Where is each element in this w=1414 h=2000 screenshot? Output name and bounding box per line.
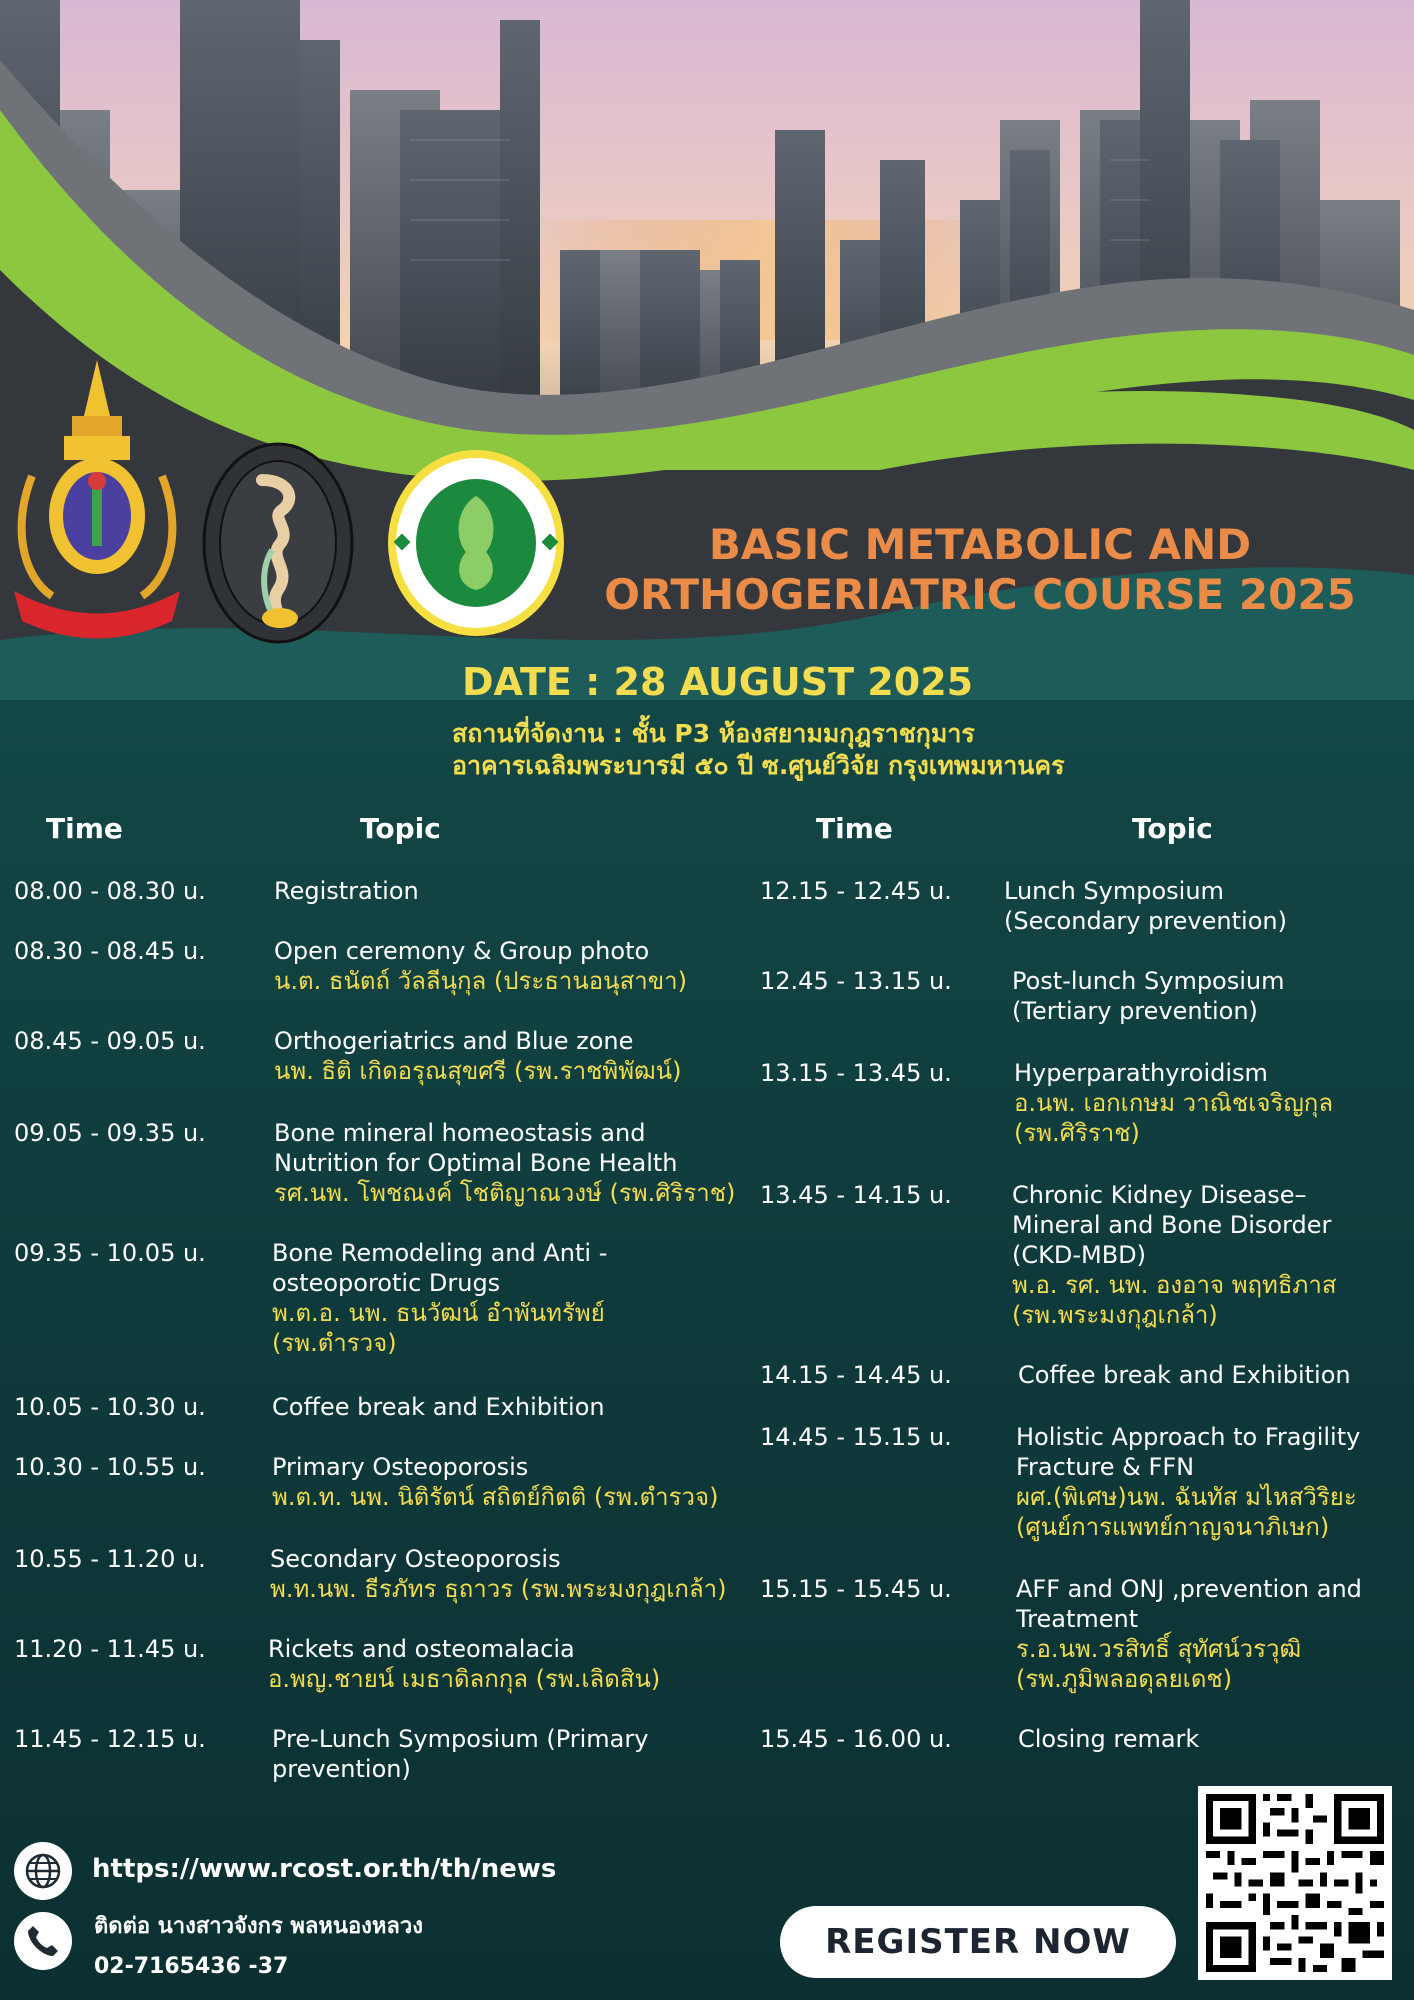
- session-title: Bone mineral homeostasis and Nutrition for Optimal Bone Health: [274, 1119, 678, 1177]
- session-speaker: พ.อ. รศ. นพ. องอาจ พฤทธิภาส (รพ.พระมงกุฎเกล้า): [1012, 1271, 1337, 1329]
- session-speaker: พ.ต.อ. นพ. ธนวัฒน์ อำพันทรัพย์ (รพ.ตำรวจ): [272, 1299, 605, 1357]
- emblem-icon: [12, 356, 182, 646]
- contact-phone[interactable]: 02-7165436 -37: [94, 1954, 289, 1979]
- session-topic: [1012, 1180, 1336, 1330]
- session-topic: [274, 936, 687, 996]
- session-time: 09.05 - 09.35 u.: [14, 1119, 206, 1147]
- spine-seal-icon: [200, 440, 356, 646]
- session-topic: [268, 1634, 660, 1694]
- hospital-seal-icon: [386, 448, 566, 638]
- session-topic: [1016, 1574, 1362, 1694]
- session-time: 15.45 - 16.00 u.: [760, 1725, 952, 1753]
- session-topic: [274, 1026, 682, 1086]
- session-title: Bone Remodeling and Anti - osteoporotic Drugs: [272, 1239, 608, 1297]
- phone-icon: [14, 1912, 72, 1970]
- qr-code-icon: [1206, 1794, 1384, 1972]
- session-time: 12.45 - 13.15 u.: [760, 967, 952, 995]
- session-topic: [1016, 1422, 1360, 1542]
- session-title: Open ceremony & Group photo: [274, 937, 650, 965]
- session-speaker: พ.ต.ท. นพ. นิติรัตน์ สถิตย์กิตติ (รพ.ตำรวจ): [272, 1483, 719, 1511]
- session-title: Holistic Approach to Fragility Fracture & FFN: [1016, 1423, 1361, 1481]
- left-topic-header: Topic: [360, 812, 441, 845]
- session-title: Pre-Lunch Symposium (Primary prevention): [272, 1725, 649, 1783]
- session-title: Chronic Kidney Disease– Mineral and Bone Disorder (CKD-MBD): [1012, 1181, 1332, 1269]
- session-topic: [1004, 876, 1287, 936]
- session-speaker: ผศ.(พิเศษ)นพ. ฉันทัส มไหสวิริยะ (ศูนย์การแพทย์กาญจนาภิเษก): [1016, 1483, 1357, 1541]
- session-title: Orthogeriatrics and Blue zone: [274, 1027, 634, 1055]
- contact-name: ติดต่อ นางสาวจังกร พลหนองหลวง: [94, 1914, 423, 1939]
- session-time: 11.45 - 12.15 u.: [14, 1725, 206, 1753]
- session-speaker: ร.อ.นพ.วรสิทธิ์ สุทัศน์วรวุฒิ (รพ.ภูมิพลอดุลยเดช): [1016, 1635, 1302, 1693]
- royal-college-emblem-logo: [12, 356, 182, 646]
- session-title: Hyperparathyroidism: [1014, 1059, 1268, 1087]
- session-topic: [274, 876, 419, 906]
- session-topic: [272, 1392, 605, 1422]
- qr-code[interactable]: [1198, 1786, 1392, 1980]
- venue-line1: สถานที่จัดงาน : ชั้น P3 ห้องสยามมกุฎราชกุมาร: [452, 719, 975, 748]
- session-topic: [272, 1724, 648, 1784]
- right-topic-header: Topic: [1132, 812, 1213, 845]
- course-title-line1: BASIC METABOLIC AND: [708, 520, 1252, 569]
- session-speaker: อ.พญ.ชายน์ เมธาดิลกกุล (รพ.เลิดสิน): [268, 1665, 661, 1693]
- session-topic: [1014, 1058, 1333, 1148]
- session-time: 08.30 - 08.45 u.: [14, 937, 206, 965]
- session-title: Coffee break and Exhibition: [272, 1393, 605, 1421]
- right-time-header: Time: [816, 812, 893, 845]
- globe-icon: [14, 1842, 72, 1900]
- session-title: Closing remark: [1018, 1725, 1200, 1753]
- session-title: Secondary Osteoporosis: [270, 1545, 561, 1573]
- website-link[interactable]: https://www.rcost.or.th/th/news: [92, 1854, 557, 1884]
- session-topic: [1018, 1724, 1199, 1754]
- session-speaker: พ.ท.นพ. ธีรภัทร ธุถาวร (รพ.พระมงกุฎเกล้า): [270, 1575, 727, 1603]
- venue-line2: อาคารเฉลิมพระบารมี ๕๐ ปี ซ.ศูนย์วิจัย กรุงเทพมหานคร: [452, 751, 1065, 780]
- session-topic: [274, 1118, 735, 1208]
- event-date: DATE : 28 AUGUST 2025: [462, 660, 974, 704]
- session-speaker: นพ. ธิติ เกิดอรุณสุขศรี (รพ.ราชพิพัฒน์): [274, 1057, 682, 1085]
- session-time: 10.05 - 10.30 u.: [14, 1393, 206, 1421]
- session-title: Rickets and osteomalacia: [268, 1635, 575, 1663]
- session-topic: [1012, 966, 1285, 1026]
- session-time: 12.15 - 12.45 u.: [760, 877, 952, 905]
- course-title: [570, 520, 1390, 620]
- session-time: 13.45 - 14.15 u.: [760, 1181, 952, 1209]
- session-title: Registration: [274, 877, 419, 905]
- session-title: Lunch Symposium (Secondary prevention): [1004, 877, 1287, 935]
- session-time: 09.35 - 10.05 u.: [14, 1239, 206, 1267]
- session-time: 15.15 - 15.45 u.: [760, 1575, 952, 1603]
- session-title: AFF and ONJ ,prevention and Treatment: [1016, 1575, 1362, 1633]
- session-time: 14.15 - 14.45 u.: [760, 1361, 952, 1389]
- session-time: 11.20 - 11.45 u.: [14, 1635, 206, 1663]
- session-topic: [1018, 1360, 1351, 1390]
- session-title: Post-lunch Symposium (Tertiary prevention): [1012, 967, 1285, 1025]
- metabolic-bone-society-logo: [200, 440, 356, 646]
- session-topic: [272, 1452, 718, 1512]
- course-title-line2: ORTHOGERIATRIC COURSE 2025: [604, 570, 1356, 619]
- session-time: 10.55 - 11.20 u.: [14, 1545, 206, 1573]
- session-title: Coffee break and Exhibition: [1018, 1361, 1351, 1389]
- session-speaker: อ.นพ. เอกเกษม วาณิชเจริญกุล (รพ.ศิริราช): [1014, 1089, 1334, 1147]
- session-topic: [270, 1544, 727, 1604]
- session-time: 14.45 - 15.15 u.: [760, 1423, 952, 1451]
- session-speaker: น.ต. ธนัตถ์ วัลลีนุกุล (ประธานอนุสาขา): [274, 967, 687, 995]
- session-time: 10.30 - 10.55 u.: [14, 1453, 206, 1481]
- ratchaphiphat-hospital-logo: [386, 448, 566, 638]
- session-topic: [272, 1238, 607, 1358]
- session-time: 08.45 - 09.05 u.: [14, 1027, 206, 1055]
- register-now-button[interactable]: REGISTER NOW: [780, 1906, 1176, 1978]
- session-speaker: รศ.นพ. โพชณงค์ โชติญาณวงษ์ (รพ.ศิริราช): [274, 1179, 736, 1207]
- left-time-header: Time: [46, 812, 123, 845]
- session-title: Primary Osteoporosis: [272, 1453, 529, 1481]
- session-time: 08.00 - 08.30 u.: [14, 877, 206, 905]
- event-venue: [452, 718, 1252, 782]
- session-time: 13.15 - 13.45 u.: [760, 1059, 952, 1087]
